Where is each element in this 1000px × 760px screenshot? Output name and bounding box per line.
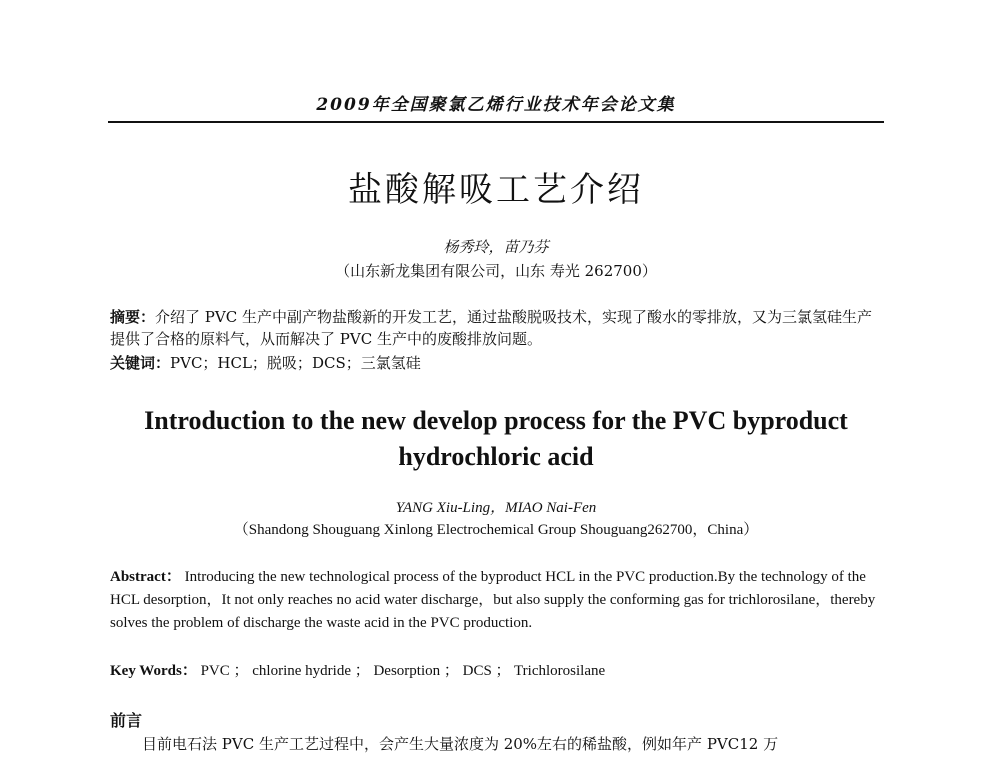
- abstract-en-label: Abstract：: [110, 569, 181, 585]
- abstract-en: [110, 566, 882, 635]
- abstract-cn: [110, 306, 882, 350]
- affiliation-en: （Shandong Shouguang Xinlong Electrochemical Group Shouguang262700，China）: [233, 522, 759, 538]
- paper-title-en: Introduction to the new develop process for the PVC byproduct hydrochloric acid: [144, 406, 848, 471]
- keywords-cn: [110, 352, 882, 374]
- keywords-en-label: Key Words：: [110, 663, 197, 679]
- header-rule: [108, 121, 884, 123]
- keywords-cn-text: PVC；HCL；脱吸；DCS；三氯氢硅: [170, 354, 421, 372]
- body-paragraph: 目前电石法 PVC 生产工艺过程中，会产生大量浓度为 20%左右的稀盐酸，例如年产 PVC12 万: [142, 735, 779, 753]
- authors-en: YANG Xiu-Ling，MIAO Nai-Fen: [395, 500, 597, 516]
- affiliation-cn: （山东新龙集团有限公司，山东 寿光 262700）: [335, 262, 657, 280]
- keywords-en-text: PVC ； chlorine hydride ； Desorption ； DCS ； Trichlorosilane: [200, 663, 606, 679]
- section-heading-preface: 前言: [110, 711, 143, 730]
- running-header: 2009年全国聚氯乙烯行业技术年会论文集: [316, 95, 676, 115]
- abstract-cn-label: 摘要：: [110, 308, 156, 326]
- authors-cn: 杨秀玲，苗乃芬: [443, 238, 549, 256]
- keywords-cn-label: 关键词：: [110, 354, 171, 372]
- keywords-en: [110, 660, 882, 683]
- abstract-en-text: Introducing the new technological process of the byproduct HCL in the PVC production.By the technology of the HCL desorption，It not only reaches no acid water discharge，but also supply the conforming gas for trichlorosilane，thereby solves the problem of discharge the waste acid in the PVC production.: [110, 569, 876, 631]
- abstract-cn-text: 介绍了 PVC 生产中副产物盐酸新的开发工艺，通过盐酸脱吸技术，实现了酸水的零排放，又为三氯氢硅生产提供了合格的原料气，从而解决了 PVC 生产中的废酸排放问题。: [110, 308, 872, 348]
- paper-title-cn: 盐酸解吸工艺介绍: [348, 170, 644, 210]
